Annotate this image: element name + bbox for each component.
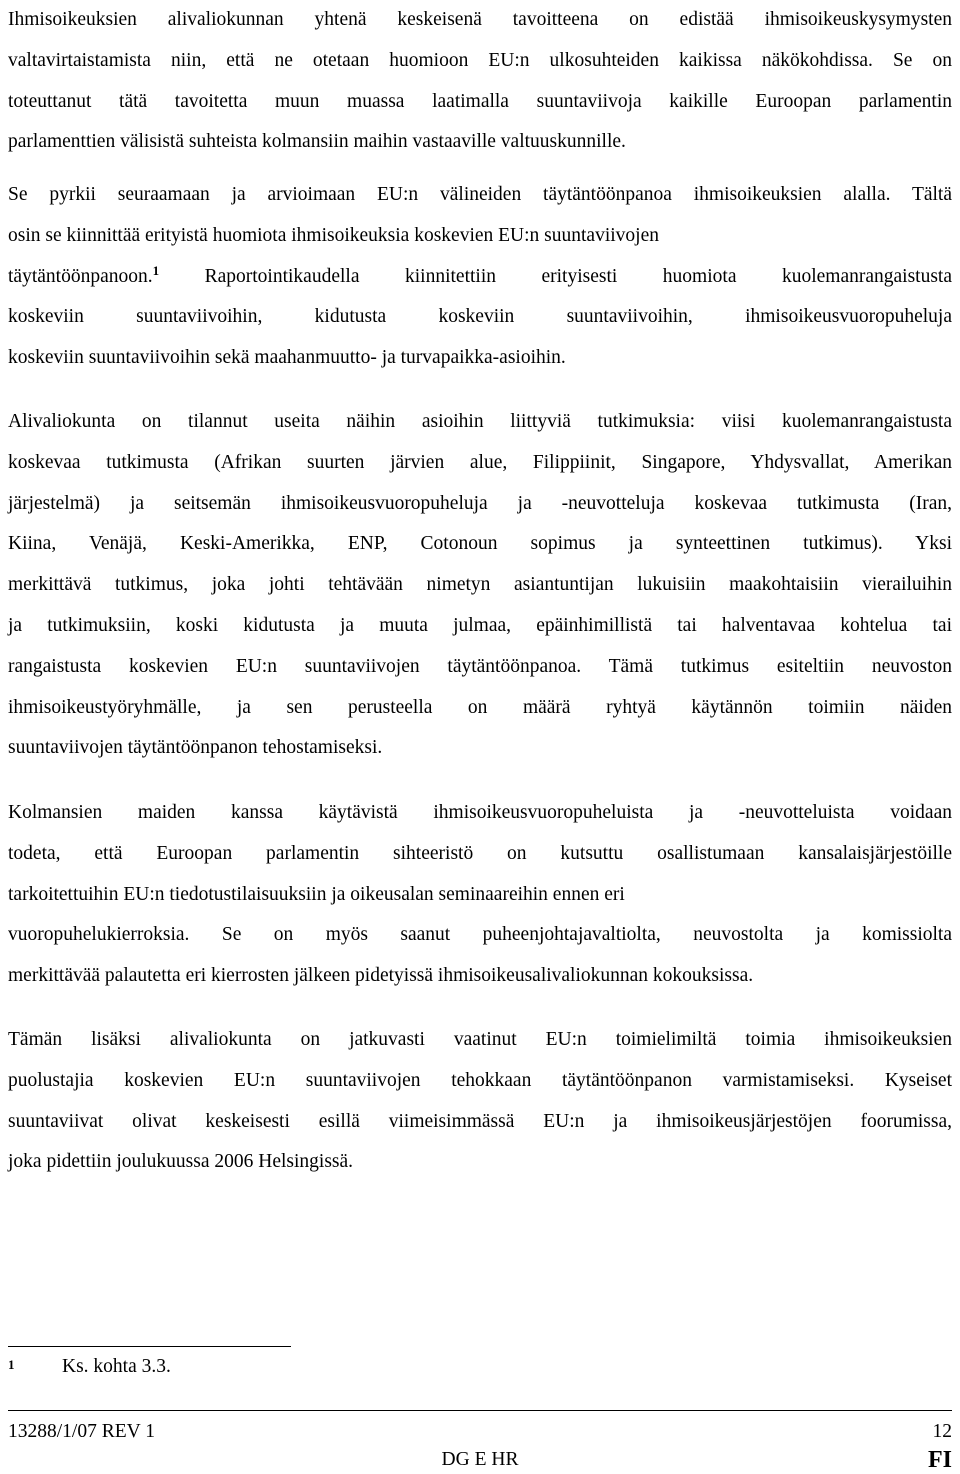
text-line: suuntaviivat olivat keskeisesti esillä viimeisimmässä EU:n ja ihmisoikeusjärjestöjen foorumissa, [8, 1110, 952, 1132]
page-number: 12 [932, 1421, 952, 1442]
paragraph-3 [8, 402, 952, 769]
text-line: valtavirtaistamista niin, että ne otetaan huomioon EU:n ulkosuhteiden kaikissa näkökohdissa. Se on [8, 49, 952, 71]
paragraph-2 [8, 175, 952, 379]
text-segment: täytäntöönpanoon. [8, 265, 153, 287]
text-line: todeta, että Euroopan parlamentin sihteeristö on kutsuttu osallistumaan kansalaisjärjestöille [8, 842, 952, 864]
text-line: Se pyrkii seuraamaan ja arvioimaan EU:n välineiden täytäntöönpanoa ihmisoikeuksien alalla. Tältä [8, 184, 952, 205]
text-line: järjestelmä) ja seitsemän ihmisoikeusvuoropuheluja ja -neuvotteluja koskevaa tutkimusta (Iran, [8, 492, 952, 514]
footnote-text: Ks. kohta 3.3. [62, 1356, 171, 1377]
document-reference: 13288/1/07 REV 1 [8, 1421, 155, 1442]
text-line: vuoropuhelukierroksia. Se on myös saanut puheenjohtajavaltiolta, neuvostolta ja komissiolta [8, 924, 952, 946]
footnote-reference[interactable]: 1 [152, 262, 160, 278]
paragraph-1 [8, 0, 952, 163]
text-line: tarkoitettuihin EU:n tiedotustilaisuuksiin ja oikeusalan seminaareihin ennen eri [8, 883, 625, 905]
language-code: FI [928, 1447, 952, 1473]
paragraph-4 [8, 793, 952, 997]
text-line: koskevaa tutkimusta (Afrikan suurten järvien alue, Filippiinit, Singapore, Yhdysvallat, Amerikan [8, 451, 952, 473]
text-line: toteuttanut tätä tavoitetta muun muassa laatimalla suuntaviivoja kaikille Euroopan parlamentin [8, 90, 952, 112]
footnote-separator [8, 1346, 291, 1347]
text-line: koskeviin suuntaviivoihin, kidutusta koskeviin suuntaviivoihin, ihmisoikeusvuoropuheluja [8, 306, 952, 328]
text-line: koskeviin suuntaviivoihin sekä maahanmuutto- ja turvapaikka-asioihin. [8, 347, 566, 369]
text-line: merkittävää palautetta eri kierrosten jälkeen pidetyissä ihmisoikeusalivaliokunnan kokouksissa. [8, 965, 754, 987]
text-line: ja tutkimuksiin, koski kidutusta ja muuta julmaa, epäinhimillistä tai halventavaa kohtelua tai [8, 614, 952, 636]
text-segment: Raportointikaudella kiinnitettiin erityisesti huomiota kuolemanrangaistusta [204, 265, 953, 287]
text-line: rangaistusta koskevien EU:n suuntaviivojen täytäntöönpanoa. Tämä tutkimus esiteltiin neuvoston [8, 655, 952, 677]
text-line: Alivaliokunta on tilannut useita näihin asioihin liittyviä tutkimuksia: viisi kuolemanrangaistusta [8, 411, 952, 432]
text-line: Kiina, Venäjä, Keski-Amerikka, ENP, Cotonoun sopimus ja synteettinen tutkimus). Yksi [8, 533, 952, 555]
text-line: Ihmisoikeuksien alivaliokunnan yhtenä keskeisenä tavoitteena on edistää ihmisoikeuskysymysten [8, 9, 952, 30]
text-line: suuntaviivojen täytäntöönpanon tehostamiseksi. [8, 737, 383, 759]
paragraph-5 [8, 1020, 952, 1183]
text-line: joka pidettiin joulukuussa 2006 Helsingissä. [8, 1151, 354, 1173]
footer-separator [8, 1410, 952, 1411]
directorate-general: DG E HR [441, 1449, 519, 1470]
text-line: merkittävä tutkimus, joka johti tehtävään nimetyn asiantuntijan lukuisiin maakohtaisiin vierailuihin [8, 574, 952, 596]
text-line: ihmisoikeustyöryhmälle, ja sen perusteella on määrä ryhtyä käytännön toimiin näiden [8, 696, 952, 718]
text-line-with-footnote [8, 257, 952, 298]
text-line: puolustajia koskevien EU:n suuntaviivojen tehokkaan täytäntöönpanon varmistamiseksi. Kyseiset [8, 1069, 952, 1091]
footnote-mark: 1 [8, 1357, 15, 1372]
text-line: parlamenttien välisistä suhteista kolmansiin maihin vastaaville valtuuskunnille. [8, 131, 626, 153]
text-line: osin se kiinnittää erityistä huomiota ihmisoikeuksia koskevien EU:n suuntaviivojen [8, 224, 659, 246]
text-line: Kolmansien maiden kanssa käytävistä ihmisoikeusvuoropuheluista ja -neuvotteluista voidaan [8, 802, 952, 823]
text-line: Tämän lisäksi alivaliokunta on jatkuvasti vaatinut EU:n toimielimiltä toimia ihmisoikeuksien [8, 1029, 952, 1050]
